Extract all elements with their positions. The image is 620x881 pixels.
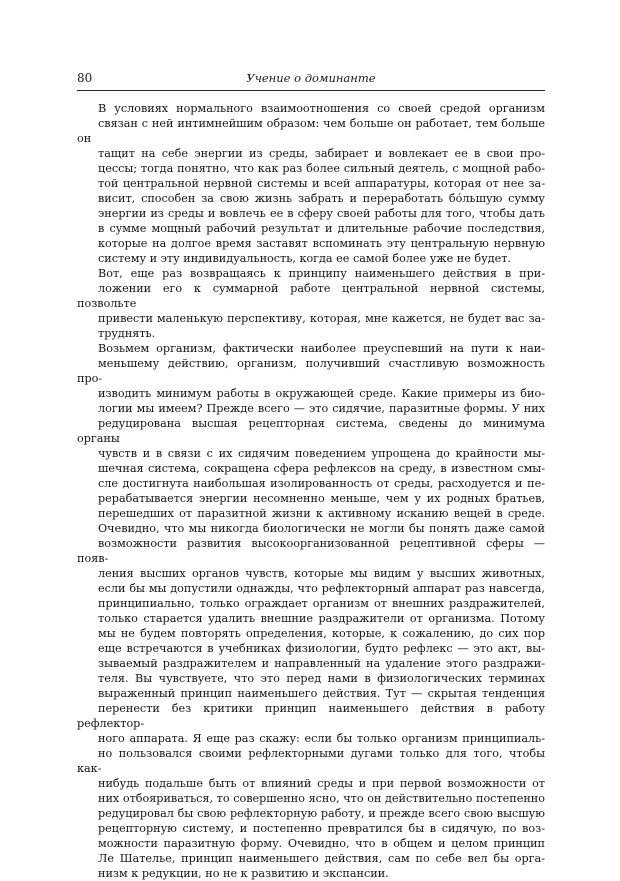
text-line: нибудь подальше быть от влияний среды и при первой возможности от (98, 777, 545, 790)
text-line: возможности развития высокоорганизованной рецептивной сферы — появ- (77, 537, 545, 565)
text-line: систему и эту индивидуальность, когда ее самой более уже не будет. (98, 252, 511, 265)
text-line: цессы; тогда понятно, что как раз более сильный деятель, с мощной рабо- (98, 162, 545, 175)
paragraph-2 (77, 266, 545, 341)
text-line: ного аппарата. Я еще раз скажу: если бы только организм принципиаль- (98, 732, 545, 745)
text-line: если бы мы допустили однажды, что рефлекторный аппарат раз навсегда, (98, 582, 545, 595)
text-line: мы не будем повторять определения, которые, к сожалению, до сих пор (98, 627, 545, 640)
text-line: тащит на себе энергии из среды, забирает и вовлекает ее в свои про- (98, 147, 545, 160)
text-line: только старается удалить внешние раздражители от организма. Потому (98, 612, 545, 625)
text-line: той центральной нервной системы и всей аппаратуры, которая от нее за- (98, 177, 545, 190)
text-line: редуцирована высшая рецепторная система, сведены до минимума органы (77, 417, 545, 445)
text-line: энергии из среды и вовлечь ее в сферу своей работы для того, чтобы дать (98, 207, 545, 220)
text-line: перенести без критики принцип наименьшего действия в работу рефлектор- (77, 702, 545, 730)
text-line: привести маленькую перспективу, которая, мне кажется, не будет вас за- (98, 312, 545, 325)
text-line: сле достигнута наибольшая изолированность от среды, расходуется и пе- (98, 477, 545, 490)
text-line: в сумме мощный рабочий результат и длительные рабочие последствия, (98, 222, 545, 235)
text-line: еще встречаются в учебниках физиологии, будто рефлекс — это акт, вы- (98, 642, 545, 655)
text-line: изводить минимум работы в окружающей среде. Какие примеры из био- (98, 387, 545, 400)
text-line: Вот, еще раз возвращаясь к принципу наименьшего действия в при- (98, 267, 545, 280)
text-line: В условиях нормального взаимоотношения со своей средой организм (98, 102, 545, 115)
text-line: меньшему действию, организм, получивший счастливую возможность про- (77, 357, 545, 385)
text-line: можности паразитную форму. Очевидно, что в общем и целом принцип (98, 837, 545, 850)
text-line: Ле Шателье, принцип наименьшего действия, сам по себе вел бы орга- (98, 852, 545, 865)
paragraph-1 (77, 101, 545, 266)
text-line: чувств и в связи с их сидячим поведением упрощена до крайности мы- (98, 447, 545, 460)
text-line: но пользовался своими рефлекторными дугами только для того, чтобы как- (77, 747, 545, 775)
text-line: редуцировал бы свою рефлекторную работу, и прежде всего свою высшую (98, 807, 545, 820)
text-line: труднять. (98, 327, 156, 340)
text-line: рерабатывается энергии несомненно меньше, чем у их родных братьев, (98, 492, 545, 505)
text-line: рецепторную систему, и постепенно превратился бы в сидячую, по воз- (98, 822, 545, 835)
text-line: которые на долгое время заставят вспоминать эту центральную нервную (98, 237, 545, 250)
text-line: Очевидно, что мы никогда биологически не могли бы понять даже самой (98, 522, 545, 535)
text-line: низм к редукции, но не к развитию и экспансии. (98, 867, 389, 880)
text-line: принципиально, только ограждает организм от внешних раздражителей, (98, 597, 545, 610)
text-line: связан с ней интимнейшим образом: чем больше он работает, тем больше он (77, 117, 545, 145)
paragraph-3 (77, 341, 545, 881)
text-line: ложении его к суммарной работе центральной нервной системы, позвольте (77, 282, 545, 310)
text-line: зываемый раздражителем и направленный на удаление этого раздражи- (98, 657, 545, 670)
text-line: логии мы имеем? Прежде всего — это сидячие, паразитные формы. У них (98, 402, 545, 415)
text-line: висит, способен за свою жизнь забрать и переработать бо́льшую сумму (98, 192, 545, 205)
text-line: теля. Вы чувствуете, что это перед нами в физиологических терминах (98, 672, 545, 685)
text-line: ления высших органов чувств, которые мы видим у высших животных, (98, 567, 545, 580)
text-line: Возьмем организм, фактически наиболее преуспевший на пути к наи- (98, 342, 545, 355)
text-line: перешедших от паразитной жизни к активному исканию вещей в среде. (98, 507, 545, 520)
running-header (77, 66, 545, 91)
page-number: 80 (77, 71, 93, 85)
text-line: них отбояриваться, то совершенно ясно, что он действительно постепенно (98, 792, 545, 805)
running-title: Учение о доминанте (246, 71, 376, 85)
text-line: шечная система, сокращена сфера рефлексов на среду, в известном смы- (98, 462, 545, 475)
body-text (77, 101, 545, 881)
text-line: выраженный принцип наименьшего действия. Тут — скрытая тенденция (98, 687, 545, 700)
